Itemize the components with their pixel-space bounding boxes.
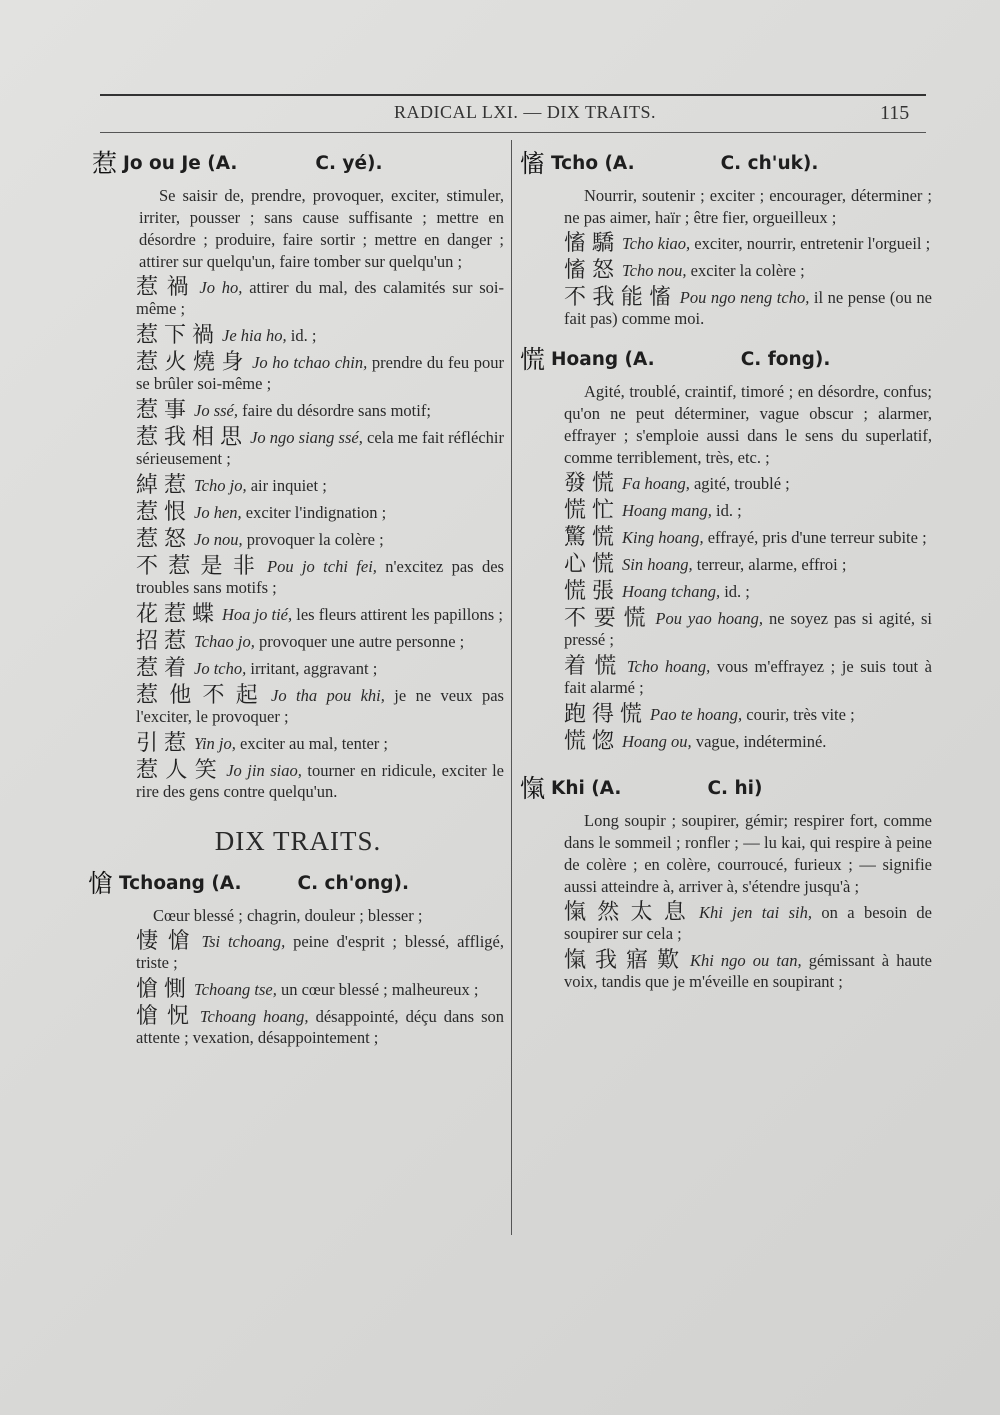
example-translation: prendre du feu pour se brûler soi-même ;	[136, 353, 505, 393]
example-characters: 惹事	[136, 398, 193, 423]
entry-definition: Agité, troublé, craintif, timoré ; en désordre, confus; qu'on ne peut déterminer, vague obscur ; alarmer, effrayer ; s'emploie aussi dans le sens du superlatif, comme terriblement, très, etc. ;	[564, 382, 932, 467]
example-characters: 惹火燒身	[136, 350, 251, 375]
example-characters: 心慌	[564, 552, 621, 577]
example-translation: courir, très vite ;	[742, 705, 855, 724]
example-romanization: Tchao jo,	[194, 632, 255, 651]
headword-character: 慉	[520, 149, 546, 178]
example-romanization: Pou jo tchi fei,	[267, 557, 377, 576]
example-translation: ne soyez pas si agité, si pressé ;	[564, 609, 932, 649]
example-line	[520, 581, 932, 602]
headword-cantonese: C. ch'uk).	[720, 153, 819, 174]
example-line	[92, 604, 504, 625]
headword-cantonese: C. yé).	[315, 153, 383, 174]
left-column	[88, 145, 505, 1054]
example-characters: 愴惻	[136, 977, 193, 1002]
example-characters: 花惹蝶	[136, 602, 221, 627]
headword-romanization: Khi (A.	[551, 778, 622, 799]
column-divider	[511, 140, 512, 1235]
example-line	[520, 554, 932, 575]
example-characters: 愴怳	[136, 1004, 198, 1029]
entry-hoang	[520, 341, 932, 752]
example-characters: 惹怒	[136, 527, 193, 552]
entry-tcho	[520, 145, 932, 329]
example-line	[92, 352, 504, 394]
example-line	[520, 527, 932, 548]
example-characters: 招惹	[136, 629, 193, 654]
example-translation: effrayé, pris d'une terreur subite ;	[703, 528, 927, 547]
example-line	[92, 475, 504, 496]
example-line	[92, 502, 504, 523]
example-characters: 愾我寤歎	[564, 948, 688, 973]
example-translation: il ne pense (ou ne fait pas) comme moi.	[564, 288, 932, 328]
example-characters: 慉怒	[564, 258, 621, 283]
example-translation: provoquer la colère ;	[242, 530, 384, 549]
example-translation: exciter la colère ;	[686, 261, 805, 280]
example-characters: 慉驕	[564, 231, 621, 256]
example-romanization: Jo jin siao,	[226, 761, 302, 780]
running-header: RADICAL LXI. — DIX TRAITS.	[394, 102, 656, 122]
example-line	[92, 400, 504, 421]
example-romanization: Tcho kiao,	[622, 234, 691, 253]
example-translation: exciter l'indignation ;	[241, 503, 387, 522]
example-characters: 惹恨	[136, 500, 193, 525]
example-translation: exciter, nourrir, entretenir l'orgueil ;	[690, 234, 931, 253]
example-characters: 發慌	[564, 471, 621, 496]
example-line	[520, 260, 932, 281]
headword-cantonese: C. fong).	[740, 349, 831, 370]
example-translation: peine d'esprit ; blessé, affligé, triste ;	[136, 932, 504, 972]
examples-list	[520, 473, 932, 752]
example-romanization: Jo tcho,	[194, 659, 247, 678]
example-romanization: Jo ho tchao chin,	[252, 353, 368, 372]
examples-list	[520, 233, 932, 329]
example-romanization: Hoang ou,	[622, 732, 692, 751]
example-romanization: King hoang,	[622, 528, 704, 547]
example-translation: on a besoin de soupirer sur cela ;	[564, 903, 932, 943]
example-characters: 慌張	[564, 579, 621, 604]
entry-heading	[520, 770, 932, 808]
example-characters: 惹他不起	[136, 683, 270, 708]
example-line	[520, 731, 932, 752]
example-line	[92, 685, 504, 727]
example-characters: 着慌	[564, 654, 625, 679]
example-line	[92, 631, 504, 652]
example-line	[92, 529, 504, 550]
example-romanization: Jo ho,	[199, 278, 243, 297]
entry-khi	[520, 770, 932, 992]
example-romanization: Yin jo,	[194, 734, 236, 753]
headword-romanization: Tcho (A.	[551, 153, 635, 174]
example-characters: 惹着	[136, 656, 193, 681]
example-romanization: Je hia ho,	[222, 326, 287, 345]
examples-list	[92, 277, 504, 802]
example-characters: 慌惚	[564, 729, 621, 754]
example-characters: 惹人笑	[136, 758, 225, 783]
right-column	[520, 145, 932, 998]
example-romanization: Khi ngo ou tan,	[689, 951, 802, 970]
example-romanization: Jo tha pou khi,	[271, 686, 385, 705]
example-romanization: Hoang mang,	[622, 501, 712, 520]
example-characters: 愾然太息	[564, 900, 698, 925]
example-romanization: Tchoang tse,	[194, 980, 277, 999]
example-line	[520, 608, 932, 650]
example-translation: gémissant à haute voix, tandis que je m'éveille en soupirant ;	[564, 951, 932, 991]
example-romanization: Pou yao hoang,	[655, 609, 764, 628]
example-line	[520, 473, 932, 494]
headword-character: 惹	[92, 149, 118, 178]
entry-definition: Long soupir ; soupirer, gémir; respirer fort, comme dans le sommeil ; ronfler ; — lu kai, qui respire à peine de colère ; en colère, courroucé, furieux ; — signifie aussi atteindre à, arriver à, s'étendre jusqu'à ;	[564, 811, 932, 896]
example-romanization: Hoang tchang,	[622, 582, 721, 601]
example-romanization: Khi jen tai sih,	[699, 903, 812, 922]
example-romanization: Pou ngo neng tcho,	[679, 288, 810, 307]
example-translation: id. ;	[720, 582, 750, 601]
example-translation: id. ;	[711, 501, 742, 520]
example-romanization: Pao te hoang,	[650, 705, 743, 724]
example-translation: tourner en ridicule, exciter le rire des gens contre quelqu'un.	[136, 761, 504, 801]
example-translation: n'excitez pas des troubles sans motifs ;	[136, 557, 504, 597]
example-romanization: Tcho nou,	[622, 261, 687, 280]
example-line	[92, 658, 504, 679]
example-characters: 不要慌	[564, 606, 654, 631]
example-translation: terreur, alarme, effroi ;	[692, 555, 847, 574]
example-translation: irritant, aggravant ;	[246, 659, 378, 678]
example-romanization: Tsi tchoang,	[201, 932, 286, 951]
example-translation: exciter au mal, tenter ;	[235, 734, 388, 753]
example-characters: 慌忙	[564, 498, 621, 523]
example-characters: 引惹	[136, 731, 193, 756]
headword-cantonese: C. hi)	[707, 778, 763, 799]
example-line	[92, 760, 504, 802]
example-characters: 悽愴	[136, 929, 200, 954]
example-line	[520, 704, 932, 725]
entry-definition: Nourrir, soutenir ; exciter ; encourager, déterminer ; ne pas aimer, haïr ; être fier, orgueilleux ;	[564, 186, 932, 227]
headword-character: 愾	[520, 774, 546, 803]
example-romanization: Sin hoang,	[622, 555, 693, 574]
example-translation: désappointé, déçu dans son attente ; vexation, désappointement ;	[136, 1007, 504, 1047]
entry-heading	[520, 341, 932, 379]
example-translation: attirer du mal, des calamités sur soi-même ;	[136, 278, 505, 318]
entry-tchoang	[88, 865, 504, 1048]
header-rule	[100, 132, 926, 133]
example-line	[520, 287, 932, 329]
example-line	[520, 950, 932, 992]
examples-list	[520, 902, 932, 992]
example-line	[520, 233, 932, 254]
example-line	[92, 325, 504, 346]
example-characters: 惹禍	[136, 275, 198, 300]
top-rule	[100, 94, 926, 96]
entry-heading	[88, 865, 504, 903]
headword-romanization: Hoang (A.	[551, 349, 655, 370]
example-line	[92, 427, 504, 469]
example-characters: 不惹是非	[136, 554, 266, 579]
example-line	[92, 1006, 504, 1048]
example-romanization: Tcho hoang,	[626, 657, 711, 676]
headword-romanization: Tchoang (A.	[119, 873, 242, 894]
example-romanization: Fa hoang,	[622, 474, 690, 493]
example-characters: 惹下禍	[136, 323, 221, 348]
example-romanization: Jo hen,	[194, 503, 242, 522]
example-translation: air inquiet ;	[246, 476, 327, 495]
example-translation: vague, indéterminé.	[691, 732, 827, 751]
example-characters: 惹我相思	[136, 425, 249, 450]
example-characters: 跑得慌	[564, 702, 649, 727]
example-characters: 不我能慉	[564, 285, 678, 310]
section-title: DIX TRAITS.	[214, 826, 382, 856]
example-line	[92, 733, 504, 754]
example-line	[520, 656, 932, 698]
example-translation: agité, troublé ;	[689, 474, 790, 493]
headword-character: 愴	[88, 869, 114, 898]
example-translation: id. ;	[286, 326, 317, 345]
example-characters: 綽惹	[136, 473, 193, 498]
example-romanization: Jo ngo siang ssé,	[250, 428, 363, 447]
example-line	[92, 556, 504, 598]
entry-definition: Se saisir de, prendre, provoquer, exciter, stimuler, irriter, pousser ; sans cause suffisante ; mettre en désordre ; produire, faire sortir ; mettre en danger ; attirer sur quelqu'un, faire tomber sur quelqu'un ;	[139, 186, 504, 271]
example-line	[92, 277, 504, 319]
example-translation: faire du désordre sans motif;	[238, 401, 431, 420]
example-line	[520, 500, 932, 521]
entry-jo	[92, 145, 504, 802]
example-translation: provoquer une autre personne ;	[254, 632, 465, 651]
example-translation: vous m'effrayez ; je suis tout à fait alarmé ;	[564, 657, 932, 697]
entry-definition: Cœur blessé ; chagrin, douleur ; blesser ;	[153, 906, 423, 925]
headword-cantonese: C. ch'ong).	[297, 873, 409, 894]
example-translation: je ne veux pas l'exciter, le provoquer ;	[136, 686, 504, 726]
entry-heading	[520, 145, 932, 183]
example-romanization: Tcho jo,	[194, 476, 247, 495]
headword-romanization: Jo ou Je (A.	[123, 153, 238, 174]
entry-heading	[92, 145, 504, 183]
example-translation: les fleurs attirent les papillons ;	[292, 605, 503, 624]
headword-character: 慌	[520, 345, 546, 374]
example-translation: un cœur blessé ; malheureux ;	[276, 980, 479, 999]
example-romanization: Jo ssé,	[194, 401, 239, 420]
example-romanization: Hoa jo tié,	[222, 605, 293, 624]
example-romanization: Tchoang hoang,	[199, 1007, 309, 1026]
example-line	[92, 931, 504, 973]
page-number: 115	[880, 102, 910, 124]
examples-list	[92, 931, 504, 1048]
example-line	[92, 979, 504, 1000]
example-characters: 驚慌	[564, 525, 621, 550]
example-translation: cela me fait réfléchir sérieusement ;	[136, 428, 504, 468]
example-line	[520, 902, 932, 944]
example-romanization: Jo nou,	[194, 530, 243, 549]
